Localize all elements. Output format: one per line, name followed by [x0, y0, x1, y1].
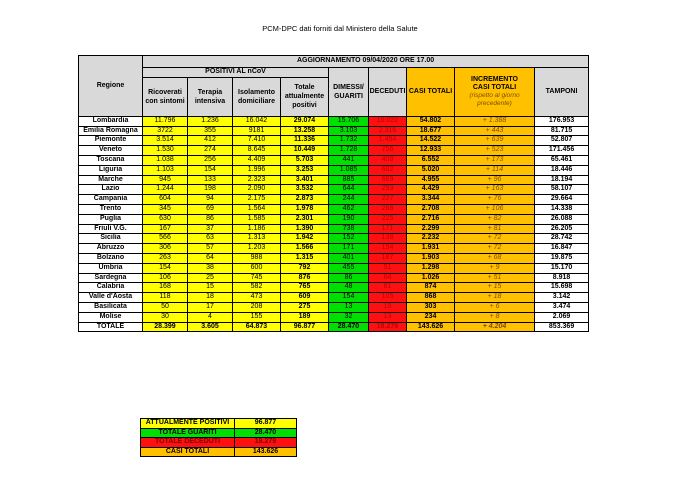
cell-terapia: 17	[188, 302, 233, 312]
table-row	[79, 273, 589, 283]
cell-regione: Marche	[79, 175, 143, 185]
cell-regione: Puglia	[79, 214, 143, 224]
cell-dimessi: 15.706	[329, 116, 369, 126]
table-row	[79, 204, 589, 214]
cell-terapia: 86	[188, 214, 233, 224]
header-dimessi: DIMESSI/ GUARITI	[329, 68, 369, 117]
cell-ricoverati: 1.244	[143, 185, 188, 195]
cell-regione: Sicilia	[79, 234, 143, 244]
cell-regione: Toscana	[79, 155, 143, 165]
cell-ricoverati: 168	[143, 283, 188, 293]
cell-terapia: 64	[188, 253, 233, 263]
cell-dimessi: 152	[329, 234, 369, 244]
summary-value: 18.279	[235, 438, 297, 448]
cell-deceduti: 227	[369, 195, 407, 205]
total-tamponi: 853.369	[535, 322, 589, 332]
header-casi-totali: CASI TOTALI	[407, 68, 455, 117]
cell-incremento: + 51	[455, 273, 535, 283]
cell-deceduti: 669	[369, 175, 407, 185]
covid-region-table	[78, 55, 589, 332]
cell-totale-positivi: 13.258	[281, 126, 329, 136]
cell-dimessi: 32	[329, 312, 369, 322]
cell-casi-totali: 6.552	[407, 155, 455, 165]
summary-label: TOTALE DECEDUTI	[141, 438, 235, 448]
total-dimessi: 28.470	[329, 322, 369, 332]
summary-row	[141, 438, 297, 448]
cell-isolamento: 9181	[233, 126, 281, 136]
cell-dimessi: 244	[329, 195, 369, 205]
cell-terapia: 37	[188, 224, 233, 234]
table-row	[79, 126, 589, 136]
cell-tamponi: 28.742	[535, 234, 589, 244]
cell-ricoverati: 263	[143, 253, 188, 263]
cell-dimessi: 401	[329, 253, 369, 263]
total-isolamento: 64.873	[233, 322, 281, 332]
cell-regione: Trento	[79, 204, 143, 214]
summary-table	[140, 418, 297, 457]
cell-incremento: + 173	[455, 155, 535, 165]
cell-isolamento: 1.996	[233, 165, 281, 175]
cell-incremento: + 443	[455, 126, 535, 136]
cell-ricoverati: 306	[143, 244, 188, 254]
cell-casi-totali: 303	[407, 302, 455, 312]
cell-dimessi: 1.728	[329, 146, 369, 156]
cell-totale-positivi: 3.253	[281, 165, 329, 175]
cell-regione: Emilia Romagna	[79, 126, 143, 136]
cell-ricoverati: 106	[143, 273, 188, 283]
header-incremento: INCREMENTO CASI TOTALI (rispetto al giorno precedente)	[455, 68, 535, 117]
cell-regione: Sardegna	[79, 273, 143, 283]
table-row	[79, 136, 589, 146]
table-row	[79, 234, 589, 244]
cell-regione: Friuli V.G.	[79, 224, 143, 234]
cell-deceduti: 13	[369, 312, 407, 322]
cell-casi-totali: 1.298	[407, 263, 455, 273]
cell-incremento: + 9	[455, 263, 535, 273]
cell-totale-positivi: 2.873	[281, 195, 329, 205]
header-totale-positivi: Totale attualmente positivi	[281, 77, 329, 116]
source-line: PCM-DPC dati forniti dal Ministero della Salute	[262, 24, 418, 33]
summary-label: TOTALE GUARITI	[141, 428, 235, 438]
cell-tamponi: 171.456	[535, 146, 589, 156]
cell-deceduti: 15	[369, 302, 407, 312]
cell-incremento: + 15	[455, 283, 535, 293]
table-row	[79, 185, 589, 195]
update-title: AGGIORNAMENTO 09/04/2020 ORE 17.00	[143, 56, 589, 68]
total-totale-positivi: 96.877	[281, 322, 329, 332]
cell-deceduti: 408	[369, 155, 407, 165]
table-row	[79, 263, 589, 273]
summary-row	[141, 419, 297, 429]
cell-isolamento: 473	[233, 293, 281, 303]
cell-casi-totali: 1.903	[407, 253, 455, 263]
total-casi-totali: 143.626	[407, 322, 455, 332]
cell-regione: Valle d'Aosta	[79, 293, 143, 303]
cell-ricoverati: 1.103	[143, 165, 188, 175]
cell-deceduti: 225	[369, 214, 407, 224]
table-row	[79, 224, 589, 234]
cell-dimessi: 455	[329, 263, 369, 273]
table-row	[79, 214, 589, 224]
cell-dimessi: 441	[329, 155, 369, 165]
cell-incremento: + 1.388	[455, 116, 535, 126]
cell-ricoverati: 345	[143, 204, 188, 214]
cell-incremento: + 163	[455, 185, 535, 195]
cell-regione: Umbria	[79, 263, 143, 273]
cell-dimessi: 190	[329, 214, 369, 224]
cell-incremento: + 8	[455, 312, 535, 322]
cell-isolamento: 1.585	[233, 214, 281, 224]
cell-incremento: + 96	[455, 175, 535, 185]
cell-ricoverati: 630	[143, 214, 188, 224]
cell-terapia: 256	[188, 155, 233, 165]
cell-isolamento: 16.042	[233, 116, 281, 126]
cell-isolamento: 4.409	[233, 155, 281, 165]
cell-terapia: 198	[188, 185, 233, 195]
total-ricoverati: 28.399	[143, 322, 188, 332]
cell-isolamento: 2.175	[233, 195, 281, 205]
cell-terapia: 63	[188, 234, 233, 244]
cell-dimessi: 1.085	[329, 165, 369, 175]
cell-ricoverati: 50	[143, 302, 188, 312]
cell-tamponi: 52.807	[535, 136, 589, 146]
cell-ricoverati: 1.530	[143, 146, 188, 156]
cell-isolamento: 1.564	[233, 204, 281, 214]
cell-casi-totali: 2.299	[407, 224, 455, 234]
cell-terapia: 57	[188, 244, 233, 254]
table-row	[79, 195, 589, 205]
cell-isolamento: 745	[233, 273, 281, 283]
total-deceduti: 18.279	[369, 322, 407, 332]
cell-ricoverati: 167	[143, 224, 188, 234]
cell-terapia: 94	[188, 195, 233, 205]
cell-dimessi: 1.732	[329, 136, 369, 146]
cell-terapia: 4	[188, 312, 233, 322]
cell-casi-totali: 2.716	[407, 214, 455, 224]
total-incremento: + 4.204	[455, 322, 535, 332]
cell-tamponi: 15.698	[535, 283, 589, 293]
cell-isolamento: 1.186	[233, 224, 281, 234]
cell-dimessi: 738	[329, 224, 369, 234]
cell-tamponi: 18.446	[535, 165, 589, 175]
cell-totale-positivi: 765	[281, 283, 329, 293]
cell-casi-totali: 5.020	[407, 165, 455, 175]
header-regione: Regione	[79, 56, 143, 117]
cell-totale-positivi: 3.532	[281, 185, 329, 195]
cell-casi-totali: 54.802	[407, 116, 455, 126]
cell-dimessi: 644	[329, 185, 369, 195]
cell-ricoverati: 3.514	[143, 136, 188, 146]
cell-casi-totali: 4.955	[407, 175, 455, 185]
cell-terapia: 69	[188, 204, 233, 214]
cell-deceduti: 171	[369, 224, 407, 234]
cell-incremento: + 72	[455, 234, 535, 244]
cell-casi-totali: 2.708	[407, 204, 455, 214]
cell-totale-positivi: 1.978	[281, 204, 329, 214]
cell-dimessi: 13	[329, 302, 369, 312]
cell-casi-totali: 2.232	[407, 234, 455, 244]
cell-tamponi: 176.953	[535, 116, 589, 126]
cell-totale-positivi: 1.942	[281, 234, 329, 244]
cell-isolamento: 600	[233, 263, 281, 273]
cell-deceduti: 756	[369, 146, 407, 156]
cell-incremento: + 68	[455, 253, 535, 263]
cell-deceduti: 61	[369, 283, 407, 293]
total-row	[79, 322, 589, 332]
cell-isolamento: 8.645	[233, 146, 281, 156]
cell-ricoverati: 154	[143, 263, 188, 273]
cell-totale-positivi: 792	[281, 263, 329, 273]
cell-totale-positivi: 275	[281, 302, 329, 312]
cell-isolamento: 988	[233, 253, 281, 263]
cell-isolamento: 582	[233, 283, 281, 293]
cell-deceduti: 682	[369, 165, 407, 175]
cell-casi-totali: 1.931	[407, 244, 455, 254]
cell-deceduti: 2.316	[369, 126, 407, 136]
cell-casi-totali: 874	[407, 283, 455, 293]
cell-incremento: + 82	[455, 214, 535, 224]
cell-deceduti: 1.454	[369, 136, 407, 146]
cell-casi-totali: 4.429	[407, 185, 455, 195]
cell-casi-totali: 14.522	[407, 136, 455, 146]
cell-ricoverati: 604	[143, 195, 188, 205]
cell-ricoverati: 118	[143, 293, 188, 303]
table-row	[79, 146, 589, 156]
cell-isolamento: 7.410	[233, 136, 281, 146]
total-regione: TOTALE	[79, 322, 143, 332]
cell-ricoverati: 566	[143, 234, 188, 244]
cell-incremento: + 106	[455, 204, 535, 214]
cell-deceduti: 51	[369, 263, 407, 273]
cell-isolamento: 1.313	[233, 234, 281, 244]
summary-row	[141, 428, 297, 438]
cell-tamponi: 29.664	[535, 195, 589, 205]
table-row	[79, 253, 589, 263]
table-row	[79, 312, 589, 322]
cell-totale-positivi: 5.703	[281, 155, 329, 165]
cell-dimessi: 48	[329, 283, 369, 293]
cell-deceduti: 10.022	[369, 116, 407, 126]
cell-terapia: 25	[188, 273, 233, 283]
cell-terapia: 133	[188, 175, 233, 185]
cell-totale-positivi: 609	[281, 293, 329, 303]
cell-totale-positivi: 3.401	[281, 175, 329, 185]
cell-incremento: + 72	[455, 244, 535, 254]
cell-regione: Veneto	[79, 146, 143, 156]
cell-terapia: 1.236	[188, 116, 233, 126]
cell-totale-positivi: 10.449	[281, 146, 329, 156]
cell-ricoverati: 30	[143, 312, 188, 322]
summary-label: ATTUALMENTE POSITIVI	[141, 419, 235, 429]
cell-casi-totali: 1.026	[407, 273, 455, 283]
header-tamponi: TAMPONI	[535, 68, 589, 117]
cell-dimessi: 86	[329, 273, 369, 283]
cell-tamponi: 81.715	[535, 126, 589, 136]
cell-incremento: + 76	[455, 195, 535, 205]
cell-totale-positivi: 2.301	[281, 214, 329, 224]
cell-totale-positivi: 189	[281, 312, 329, 322]
cell-totale-positivi: 1.315	[281, 253, 329, 263]
table-row	[79, 175, 589, 185]
cell-totale-positivi: 29.074	[281, 116, 329, 126]
cell-casi-totali: 3.344	[407, 195, 455, 205]
cell-deceduti: 105	[369, 293, 407, 303]
cell-regione: Calabria	[79, 283, 143, 293]
cell-ricoverati: 3722	[143, 126, 188, 136]
cell-tamponi: 26.205	[535, 224, 589, 234]
cell-tamponi: 8.918	[535, 273, 589, 283]
cell-ricoverati: 945	[143, 175, 188, 185]
cell-regione: Basilicata	[79, 302, 143, 312]
cell-isolamento: 208	[233, 302, 281, 312]
cell-terapia: 355	[188, 126, 233, 136]
table-row	[79, 293, 589, 303]
cell-deceduti: 268	[369, 204, 407, 214]
header-ricoverati: Ricoverati con sintomi	[143, 77, 188, 116]
cell-regione: Campania	[79, 195, 143, 205]
table-row	[79, 155, 589, 165]
summary-label: CASI TOTALI	[141, 447, 235, 457]
cell-tamponi: 3.474	[535, 302, 589, 312]
cell-dimessi: 171	[329, 244, 369, 254]
cell-tamponi: 26.088	[535, 214, 589, 224]
cell-totale-positivi: 876	[281, 273, 329, 283]
summary-value: 28.470	[235, 428, 297, 438]
cell-dimessi: 462	[329, 204, 369, 214]
cell-isolamento: 2.090	[233, 185, 281, 195]
cell-dimessi: 154	[329, 293, 369, 303]
cell-regione: Piemonte	[79, 136, 143, 146]
cell-isolamento: 155	[233, 312, 281, 322]
header-positivi-group: POSITIVI AL nCoV	[143, 68, 329, 78]
cell-terapia: 412	[188, 136, 233, 146]
cell-deceduti: 253	[369, 185, 407, 195]
cell-deceduti: 194	[369, 244, 407, 254]
cell-ricoverati: 1.038	[143, 155, 188, 165]
cell-casi-totali: 868	[407, 293, 455, 303]
cell-incremento: + 523	[455, 146, 535, 156]
cell-incremento: + 81	[455, 224, 535, 234]
cell-tamponi: 58.107	[535, 185, 589, 195]
cell-isolamento: 2.323	[233, 175, 281, 185]
cell-tamponi: 65.461	[535, 155, 589, 165]
cell-deceduti: 138	[369, 234, 407, 244]
cell-casi-totali: 12.933	[407, 146, 455, 156]
cell-casi-totali: 234	[407, 312, 455, 322]
cell-casi-totali: 18.677	[407, 126, 455, 136]
cell-dimessi: 885	[329, 175, 369, 185]
cell-regione: Liguria	[79, 165, 143, 175]
cell-regione: Abruzzo	[79, 244, 143, 254]
cell-isolamento: 1.203	[233, 244, 281, 254]
cell-tamponi: 15.170	[535, 263, 589, 273]
cell-totale-positivi: 1.390	[281, 224, 329, 234]
cell-tamponi: 18.194	[535, 175, 589, 185]
cell-terapia: 15	[188, 283, 233, 293]
summary-value: 143.626	[235, 447, 297, 457]
header-terapia: Terapia intensiva	[188, 77, 233, 116]
cell-regione: Molise	[79, 312, 143, 322]
header-deceduti: DECEDUTI	[369, 68, 407, 117]
cell-terapia: 154	[188, 165, 233, 175]
cell-ricoverati: 11.796	[143, 116, 188, 126]
cell-incremento: + 18	[455, 293, 535, 303]
cell-deceduti: 187	[369, 253, 407, 263]
cell-terapia: 274	[188, 146, 233, 156]
cell-regione: Lombardia	[79, 116, 143, 126]
cell-incremento: + 639	[455, 136, 535, 146]
table-row	[79, 165, 589, 175]
cell-incremento: + 6	[455, 302, 535, 312]
cell-deceduti: 64	[369, 273, 407, 283]
cell-terapia: 38	[188, 263, 233, 273]
cell-totale-positivi: 1.566	[281, 244, 329, 254]
cell-tamponi: 14.338	[535, 204, 589, 214]
table-row	[79, 116, 589, 126]
cell-terapia: 18	[188, 293, 233, 303]
cell-totale-positivi: 11.336	[281, 136, 329, 146]
cell-tamponi: 2.069	[535, 312, 589, 322]
summary-value: 96.877	[235, 419, 297, 429]
cell-tamponi: 19.875	[535, 253, 589, 263]
table-row	[79, 283, 589, 293]
cell-incremento: + 114	[455, 165, 535, 175]
table-row	[79, 302, 589, 312]
cell-regione: Bolzano	[79, 253, 143, 263]
header-isolamento: Isolamento domiciliare	[233, 77, 281, 116]
summary-row	[141, 447, 297, 457]
cell-tamponi: 3.142	[535, 293, 589, 303]
table-row	[79, 244, 589, 254]
cell-tamponi: 16.847	[535, 244, 589, 254]
cell-dimessi: 3.103	[329, 126, 369, 136]
total-terapia: 3.605	[188, 322, 233, 332]
cell-regione: Lazio	[79, 185, 143, 195]
